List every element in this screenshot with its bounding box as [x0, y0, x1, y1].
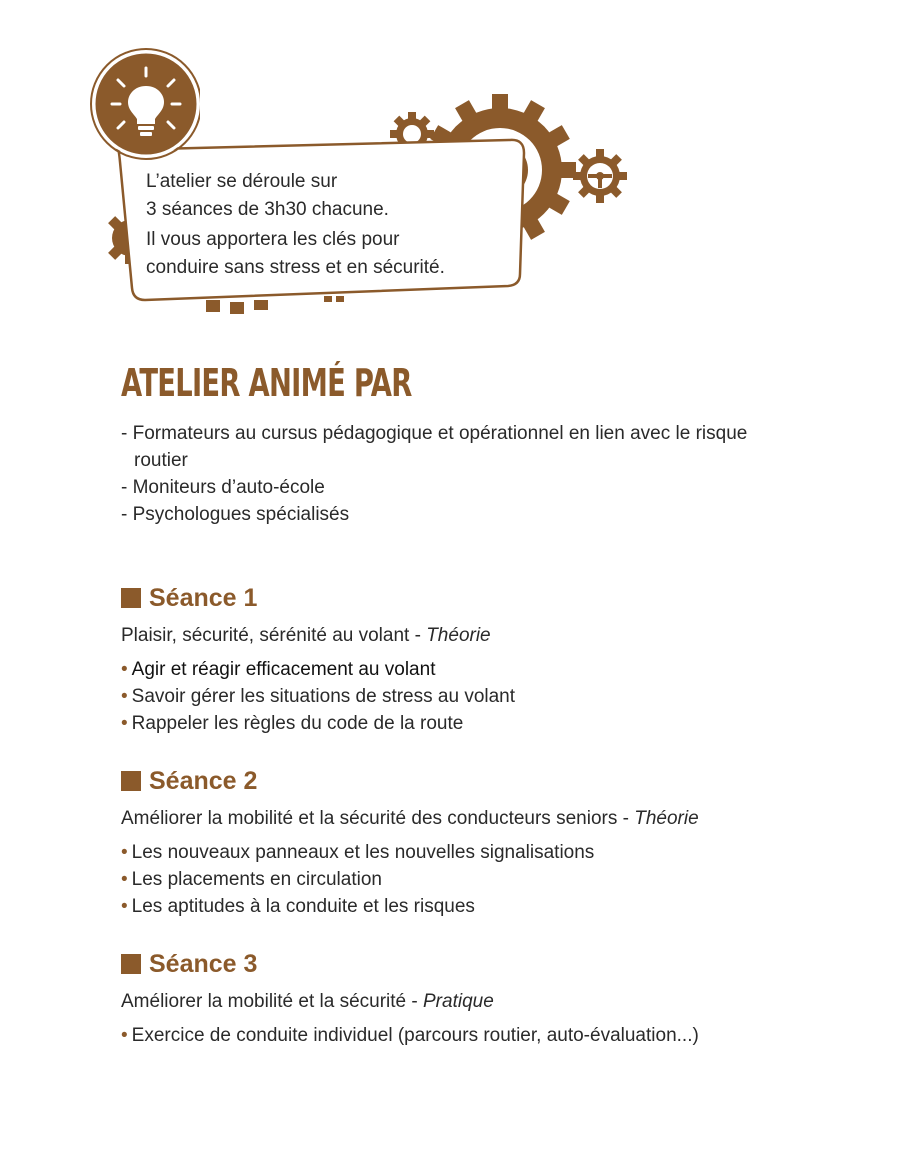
list-item-text: Les placements en circulation	[131, 869, 382, 890]
seance-1-heading	[121, 582, 821, 614]
seance-1-title: Séance 1	[149, 584, 258, 612]
intro-text	[146, 168, 526, 282]
atelier-title: ATELIER ANIMÉ PAR	[121, 361, 412, 405]
bullet-dot-icon: •	[121, 842, 128, 863]
bullet-dot-icon: •	[121, 896, 128, 917]
seance-3-heading	[121, 948, 821, 980]
list-item-text: Exercice de conduite individuel (parcours routier, auto-évaluation...)	[131, 1025, 699, 1046]
list-item	[121, 1022, 821, 1049]
seance-3-list	[121, 1022, 821, 1049]
bullet-dot-icon: •	[121, 713, 128, 734]
seance-2-subtitle	[121, 805, 821, 833]
intro-line-2: 3 séances de 3h30 chacune.	[146, 199, 389, 220]
seance-1-list	[121, 656, 821, 737]
seance-2	[121, 765, 821, 920]
seance-3-subtitle-text: Améliorer la mobilité et la sécurité -	[121, 991, 423, 1012]
steering-gear-icon	[562, 138, 638, 214]
seance-1	[121, 582, 821, 737]
seance-2-subtitle-text: Améliorer la mobilité et la sécurité des conducteurs seniors -	[121, 808, 635, 829]
list-item-text: Les nouveaux panneaux et les nouvelles signalisations	[131, 842, 595, 863]
list-item	[121, 893, 821, 920]
bottom-small-gear-icon	[324, 296, 344, 302]
square-bullet-icon	[121, 771, 141, 791]
bullet-dot-icon: •	[121, 686, 128, 707]
bullet-dot-icon: •	[121, 1025, 128, 1046]
animators-list	[121, 420, 801, 528]
seance-1-subtitle-tag: Théorie	[426, 625, 491, 646]
animator-item: - Psychologues spécialisés	[121, 504, 350, 525]
intro-line-3: Il vous apportera les clés pour	[146, 229, 400, 250]
lightbulb-icon	[91, 49, 200, 159]
seance-3-title: Séance 3	[149, 950, 258, 978]
list-item-text: Rappeler les règles du code de la route	[131, 713, 464, 734]
list-item	[121, 656, 821, 683]
list-item-text: Savoir gérer les situations de stress au volant	[131, 686, 516, 707]
lightbulb-badge	[0, 0, 200, 170]
seance-3-subtitle	[121, 988, 821, 1016]
bullet-dot-icon: •	[121, 869, 128, 890]
square-bullet-icon	[121, 954, 141, 974]
seance-2-subtitle-tag: Théorie	[634, 808, 699, 829]
seance-3	[121, 948, 821, 1049]
seance-2-title: Séance 2	[149, 767, 258, 795]
list-item-text: Les aptitudes à la conduite et les risques	[131, 896, 475, 917]
animator-item: - Moniteurs d’auto-école	[121, 477, 325, 498]
intro-line-4: conduire sans stress et en sécurité.	[146, 257, 445, 278]
list-item	[121, 866, 821, 893]
seance-2-heading	[121, 765, 821, 797]
seance-1-subtitle-text: Plaisir, sécurité, sérénité au volant -	[121, 625, 427, 646]
list-item	[121, 839, 821, 866]
bottom-gear-icon	[206, 300, 268, 314]
list-item	[121, 683, 821, 710]
seance-2-list	[121, 839, 821, 920]
list-item-text: Agir et réagir efficacement au volant	[131, 659, 436, 680]
seance-1-subtitle	[121, 622, 821, 650]
list-item	[121, 710, 821, 737]
square-bullet-icon	[121, 588, 141, 608]
intro-line-1: L’atelier se déroule sur	[146, 171, 338, 192]
animator-item: - Formateurs au cursus pédagogique et opérationnel en lien avec le risque routier	[121, 423, 748, 471]
bullet-dot-icon: •	[121, 659, 128, 680]
seance-3-subtitle-tag: Pratique	[423, 991, 494, 1012]
